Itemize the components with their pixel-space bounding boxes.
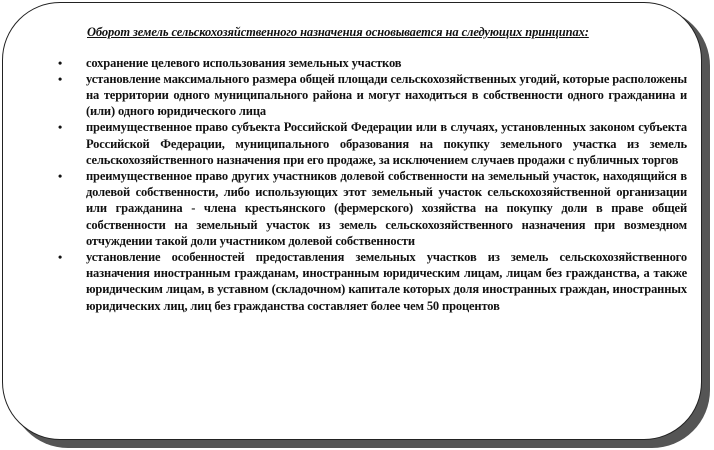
bullet-icon: • xyxy=(58,168,63,183)
frame-content xyxy=(33,25,687,314)
list-item xyxy=(33,71,687,120)
bullet-icon: • xyxy=(58,71,63,86)
list-item-text: установление особенностей предоставления земельных участков из земель сельскохозяйственного назначения иностранным гражданам, иностранным юридическим лицам, лицам без гражданства, а также юридическим лицам, в уставном (складочном) капитале которых доля иностранных граждан, иностранных юридических лиц, лиц без гражданства составляет более чем 50 процентов xyxy=(86,249,687,313)
list-item xyxy=(33,55,687,71)
rounded-text-frame xyxy=(2,2,702,440)
bullet-icon: • xyxy=(58,55,63,70)
bullet-icon: • xyxy=(58,249,63,264)
list-item xyxy=(33,168,687,249)
list-item xyxy=(33,119,687,168)
principles-heading: Оборот земель сельскохозяйственного назначения основывается на следующих принципах: xyxy=(87,25,589,39)
bullet-icon: • xyxy=(58,120,63,135)
list-item-text: установление максимального размера общей площади сельскохозяйственных угодий, которые расположены на территории одного муниципального района и могут находиться в собственности одного гражданина и (или) одного юридического лица xyxy=(86,71,687,119)
list-item xyxy=(33,249,687,314)
principles-list xyxy=(33,55,687,314)
list-item-text: преимущественное право других участников долевой собственности на земельный участок, находящийся в долевой собственности, либо использующих этот земельный участок сельскохозяйственной организации или гражданина - члена крестьянского (фермерского) хозяйства на покупку доли в праве общей собственности на земельный участок из земель сельскохозяйственного назначения при возмездном отчуждении такой доли участником долевой собственности xyxy=(86,168,687,248)
list-item-text: сохранение целевого использования земельных участков xyxy=(86,55,402,70)
list-item-text: преимущественное право субъекта Российской Федерации или в случаях, установленных законом субъекта Российской Федерации, муниципального образования на покупку земельного участка из земель сельскохозяйственного назначения при его продаже, за исключением случаев продажи с публичных торгов xyxy=(86,120,687,167)
